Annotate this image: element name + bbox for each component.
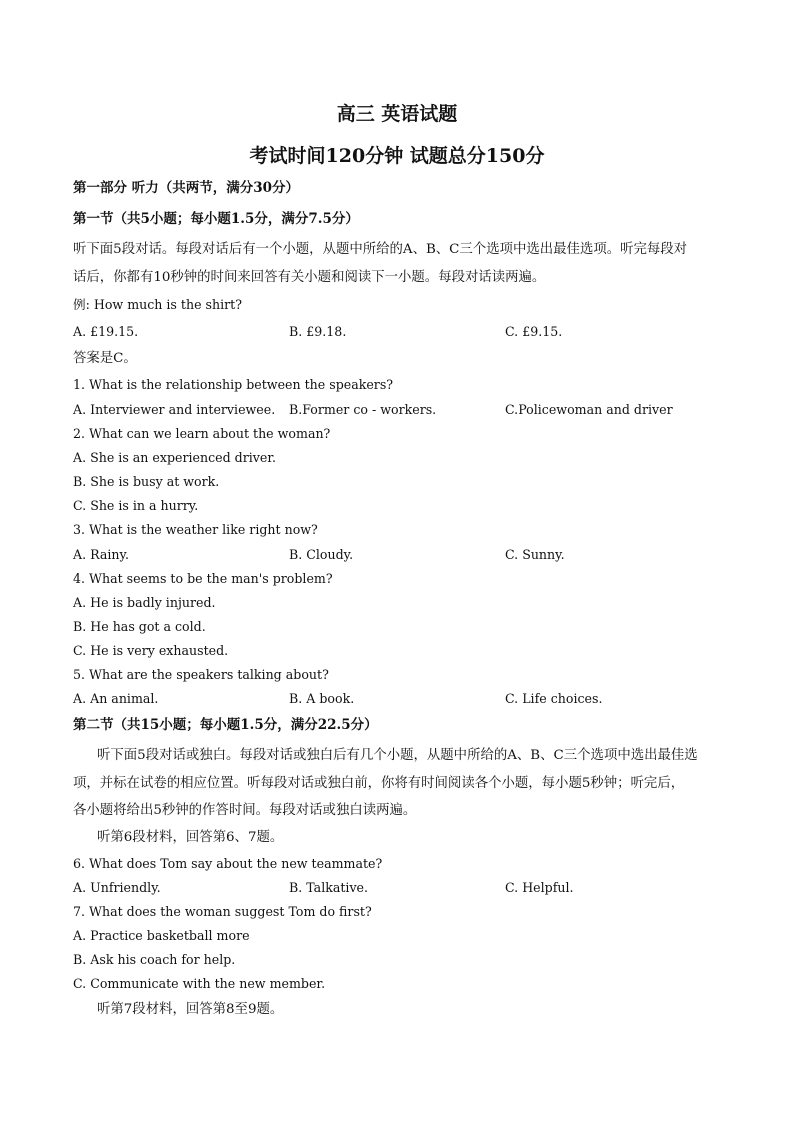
example-option-c: C. £9.15. [505,324,563,339]
question-3-option-c: C. Sunny. [505,547,565,562]
question-7-option-c: C. Communicate with the new member. [73,976,326,991]
question-2-option-c: C. She is in a hurry. [73,498,199,513]
example-question: 例: How much is the shirt? [73,297,242,312]
section1-instructions-line1: 听下面5段对话。每段对话后有一个小题，从题中所给的A、B、C三个选项中选出最佳选项。听完每段对 [73,242,688,257]
material-6-instruction: 听第6段材料，回答第6、7题。 [97,830,284,845]
section2-heading: 第二节（共15小题；每小题1.5分，满分22.5分） [73,717,378,733]
question-6-option-c: C. Helpful. [505,880,574,895]
example-option-b: B. £9.18. [289,324,347,339]
question-3: 3. What is the weather like right now? [73,522,318,537]
material-7-instruction: 听第7段材料，回答第8至9题。 [97,1002,284,1017]
exam-subtitle: 考试时间120分钟 试题总分150分 [249,145,545,167]
question-3-option-a: A. Rainy. [73,547,129,562]
question-5: 5. What are the speakers talking about? [73,667,329,682]
question-4-option-c: C. He is very exhausted. [73,643,229,658]
question-1-option-c: C.Policewoman and driver [505,402,673,417]
question-4-option-b: B. He has got a cold. [73,619,206,634]
question-1-option-b: B.Former co - workers. [289,402,437,417]
question-7-option-b: B. Ask his coach for help. [73,952,236,967]
example-answer: 答案是C。 [73,351,137,366]
question-1: 1. What is the relationship between the speakers? [73,377,394,392]
question-6: 6. What does Tom say about the new teammate? [73,856,383,871]
example-option-a: A. £19.15. [73,324,139,339]
question-6-option-b: B. Talkative. [289,880,369,895]
question-4: 4. What seems to be the man's problem? [73,571,333,586]
question-2-option-b: B. She is busy at work. [73,474,220,489]
question-2-option-a: A. She is an experienced driver. [73,450,276,465]
exam-title: 高三 英语试题 [336,103,458,125]
section2-instructions-line3: 各小题将给出5秒钟的作答时间。每段对话或独白读两遍。 [73,803,417,818]
question-5-option-a: A. An animal. [73,691,159,706]
section2-instructions-line1: 听下面5段对话或独白。每段对话或独白后有几个小题，从题中所给的A、B、C三个选项中选出最佳选 [97,748,698,763]
section2-instructions-line2: 项，并标在试卷的相应位置。听每段对话或独白前，你将有时间阅读各个小题，每小题5秒钟；听完后， [73,776,685,791]
part1-heading: 第一部分 听力（共两节，满分30分） [73,180,299,196]
question-5-option-b: B. A book. [289,691,355,706]
question-6-option-a: A. Unfriendly. [73,880,161,895]
section1-heading: 第一节（共5小题；每小题1.5分，满分7.5分） [73,211,359,227]
question-3-option-b: B. Cloudy. [289,547,354,562]
section1-instructions-line2: 话后，你都有10秒钟的时间来回答有关小题和阅读下一小题。每段对话读两遍。 [73,270,546,285]
question-7: 7. What does the woman suggest Tom do first? [73,904,372,919]
question-5-option-c: C. Life choices. [505,691,603,706]
question-1-option-a: A. Interviewer and interviewee. [73,402,276,417]
question-7-option-a: A. Practice basketball more [73,928,250,943]
question-2: 2. What can we learn about the woman? [73,426,331,441]
question-4-option-a: A. He is badly injured. [73,595,216,610]
